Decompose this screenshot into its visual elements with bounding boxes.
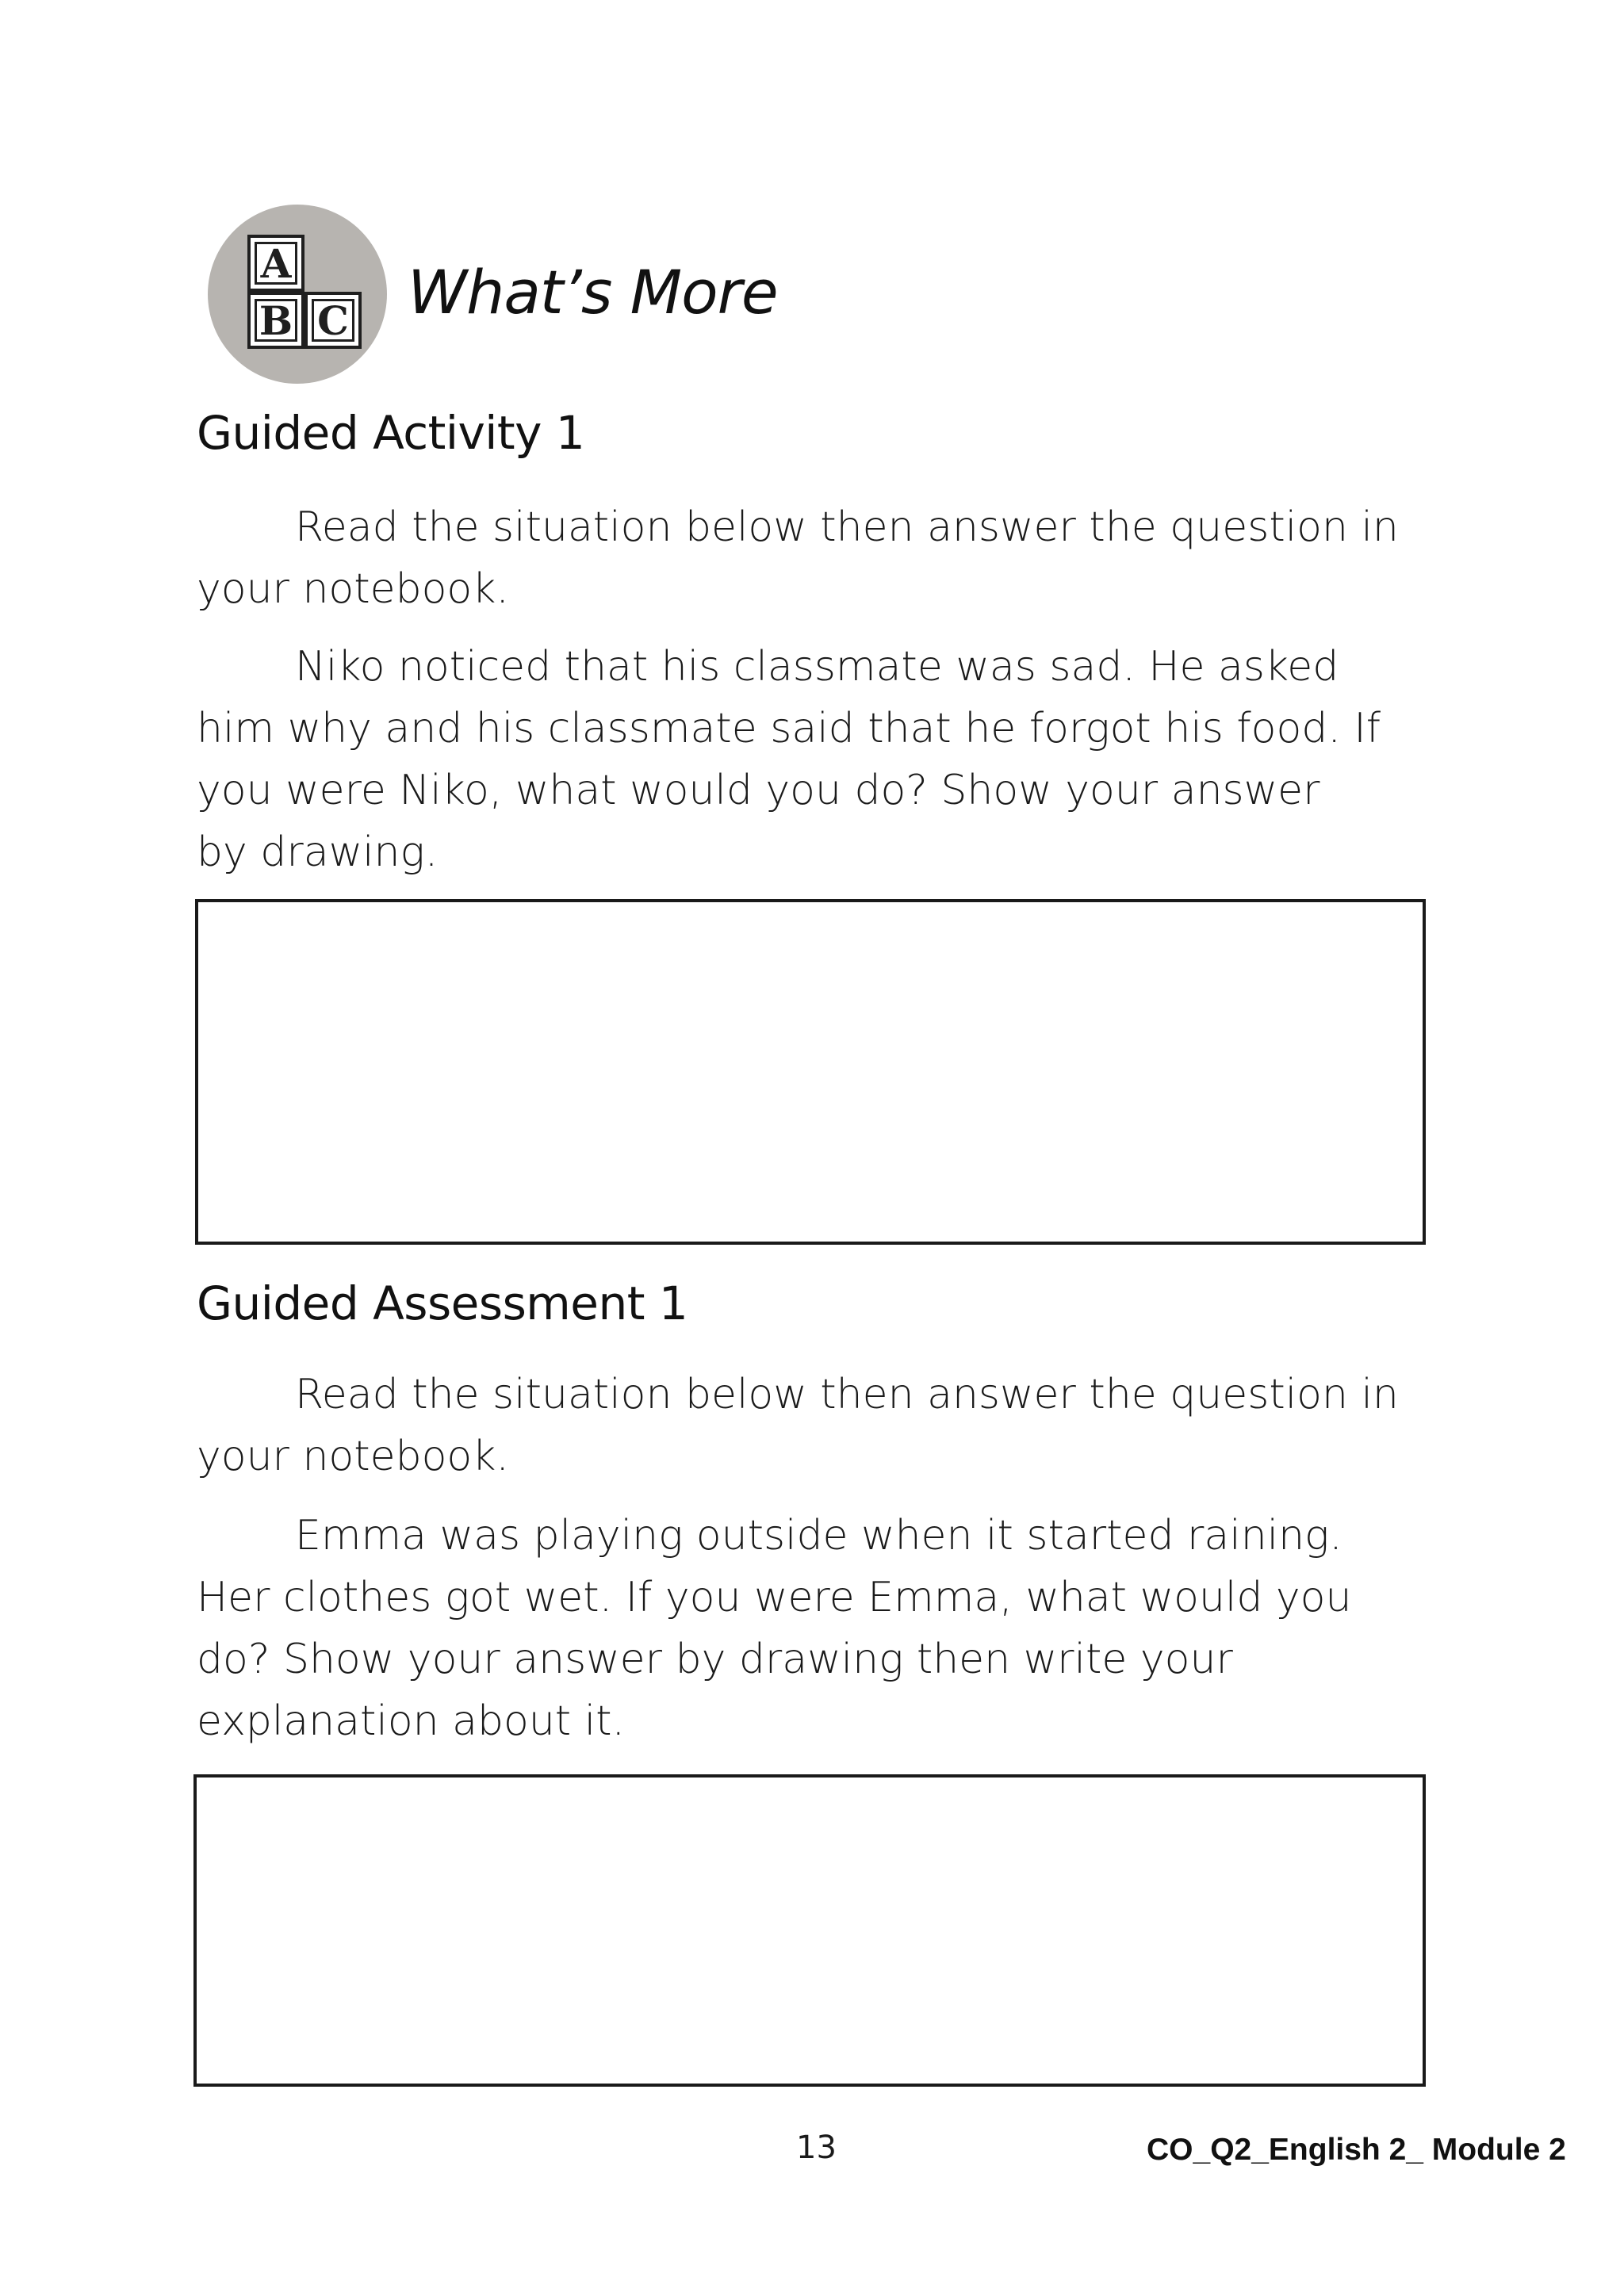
activity-instruction-line-1: Read the situation below then answer the question in (295, 503, 1399, 551)
activity-situation-line-3: you were Niko, what would you do? Show your answer (197, 767, 1320, 814)
letter-block-b: B (247, 292, 304, 349)
activity-situation-line-1: Niko noticed that his classmate was sad. He asked (295, 643, 1339, 691)
assessment-situation-line-3: do? Show your answer by drawing then write your (197, 1636, 1233, 1683)
assessment-situation-line-4: explanation about it. (197, 1697, 626, 1745)
module-code: CO_Q2_English 2_ Module 2 (1147, 2133, 1566, 2167)
assessment-situation-line-1: Emma was playing outside when it started raining. (295, 1512, 1342, 1559)
activity-drawing-box[interactable] (195, 899, 1426, 1245)
section-header (208, 205, 1159, 387)
assessment-instruction-line-2: your notebook. (197, 1433, 509, 1480)
activity-situation-line-2: him why and his classmate said that he forgot his food. If (197, 705, 1381, 752)
assessment-instruction-line-1: Read the situation below then answer the question in (295, 1371, 1399, 1418)
assessment-situation (197, 1505, 1434, 1752)
activity-instruction (197, 496, 1434, 620)
section-title: What’s More (408, 257, 778, 327)
letter-block-a: A (247, 235, 304, 292)
letter-block-c: C (304, 292, 362, 349)
activity-heading: Guided Activity 1 (197, 406, 585, 460)
assessment-drawing-box[interactable] (193, 1774, 1426, 2087)
assessment-heading: Guided Assessment 1 (197, 1276, 688, 1330)
assessment-instruction (197, 1364, 1434, 1487)
activity-situation (197, 636, 1434, 883)
activity-situation-line-4: by drawing. (197, 828, 439, 876)
assessment-situation-line-2: Her clothes got wet. If you were Emma, what would you (197, 1574, 1352, 1621)
abc-blocks-icon (208, 205, 387, 384)
activity-instruction-line-2: your notebook. (197, 565, 509, 613)
page-number: 13 (796, 2130, 837, 2166)
